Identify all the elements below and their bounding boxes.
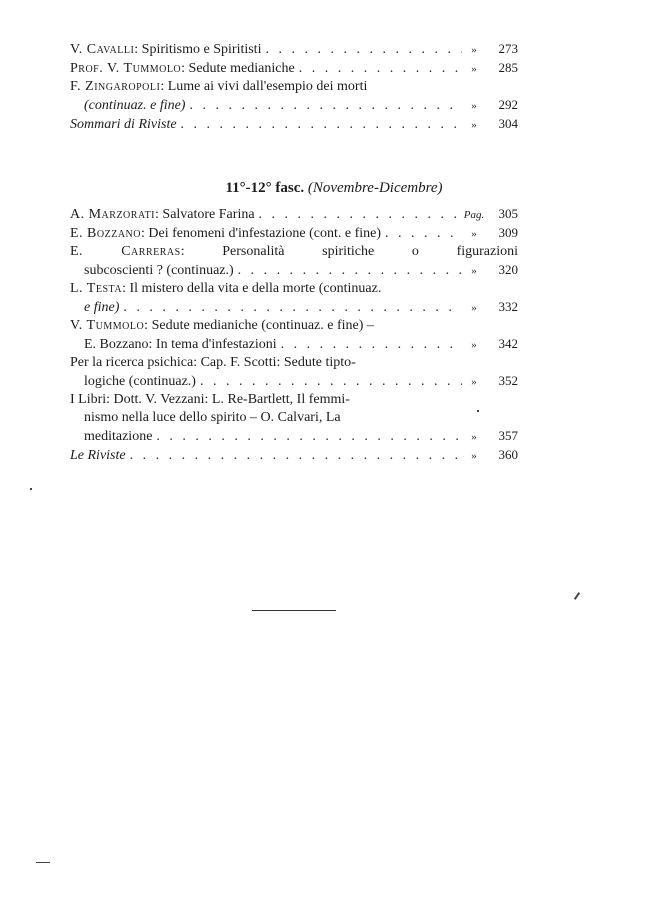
toc-entry-testa: L. Testa: Il mistero della vita e della morte (continuaz. e fine) . . . » 332 <box>70 280 518 317</box>
leader-dots <box>119 299 462 317</box>
leader-dots <box>196 373 462 391</box>
toc-title-continuation: (continuaz. e fine) <box>84 98 186 113</box>
ditto-mark: » <box>471 265 477 277</box>
toc-author: Prof. V. Tummolo <box>70 61 182 76</box>
ditto-mark: » <box>471 44 477 56</box>
ditto-mark: » <box>471 376 477 388</box>
leader-dots <box>277 336 462 354</box>
page-number: 309 <box>498 225 518 240</box>
toc-title: Sedute medianiche <box>188 61 295 76</box>
leader-dots <box>381 225 462 243</box>
fascicle-months: (Novembre-Dicembre) <box>307 180 443 196</box>
toc-entry-tummolo: Prof. V. Tummolo: Sedute medianiche . . . » 285 <box>70 59 518 78</box>
toc-entry-tummolo-bozzano: V. Tummolo: Sedute medianiche (continuaz. e fine) – E. Bozzano: In tema d'infestazioni . . . » 342 <box>70 317 518 354</box>
toc-author: E. Carreras <box>70 244 181 259</box>
page-number: 285 <box>498 60 518 75</box>
leader-dots <box>126 447 462 465</box>
toc-author: L. Testa <box>70 281 123 296</box>
page-number: 332 <box>498 299 518 314</box>
page-number: 305 <box>498 206 518 221</box>
toc-author: V. Tummolo <box>70 318 145 333</box>
leader-dots <box>261 41 462 59</box>
leader-dots <box>295 60 462 78</box>
scan-speck <box>30 488 32 490</box>
scan-speck <box>36 862 50 863</box>
page-number: 357 <box>498 428 518 443</box>
toc-entry-libri <box>70 391 518 446</box>
toc-title: Dei fenomeni d'infestazione (cont. e fine) <box>148 226 382 241</box>
ditto-mark: » <box>471 431 477 443</box>
ditto-mark: » <box>471 228 477 240</box>
page-number: 292 <box>498 97 518 112</box>
page-label: Pag. <box>463 209 485 221</box>
leader-dots <box>234 262 462 280</box>
page-number: 342 <box>498 336 518 351</box>
leader-dots <box>185 97 462 115</box>
ditto-mark: » <box>471 339 477 351</box>
toc-title: Il mistero della vita e della morte (continuaz. <box>129 281 382 296</box>
toc-title: Lume ai vivi dall'esempio dei morti <box>167 79 368 94</box>
toc-title: Spiritismo e Spiritisti <box>141 42 262 57</box>
toc-entry-zingaropoli: F. Zingaropoli: Lume ai vivi dall'esempio dei morti (continuaz. e fine) . . . » 292 <box>70 78 518 115</box>
leader-dots <box>255 206 462 224</box>
ditto-mark: » <box>471 119 477 131</box>
toc-section-november-december <box>70 205 518 465</box>
toc-entry-ricerca-psichica <box>70 354 518 391</box>
toc-author: A. Marzorati <box>70 207 156 222</box>
toc-entry-bozzano: E. Bozzano: Dei fenomeni d'infestazione (cont. e fine) . . . » 309 <box>70 224 518 243</box>
page-number: 304 <box>498 116 518 131</box>
toc-title-continuation: E. Bozzano: In tema d'infestazioni <box>84 337 277 352</box>
scan-speck <box>574 592 580 600</box>
toc-title: Le Riviste <box>70 448 126 463</box>
ditto-mark: » <box>471 450 477 462</box>
toc-title: Personalità spiritiche o figurazioni <box>222 244 518 259</box>
ditto-mark: » <box>471 100 477 112</box>
toc-entry-riviste <box>70 446 518 465</box>
page-number: 360 <box>498 447 518 462</box>
toc-title-continuation: e fine) <box>84 300 120 315</box>
toc-title-continuation: subcoscienti ? (continuaz.) <box>84 263 234 278</box>
fascicle-number: 11°-12° fasc. <box>225 180 305 196</box>
toc-entry-sommari <box>70 115 518 134</box>
toc-author: V. Cavalli <box>70 42 135 57</box>
toc-entry-marzorati: A. Marzorati: Salvatore Farina . . . Pag. 305 <box>70 205 518 224</box>
toc-title: Sedute medianiche (continuaz. e fine) – <box>151 318 374 333</box>
section-rule <box>252 610 336 611</box>
toc-author: F. Zingaropoli <box>70 79 161 94</box>
page-number: 273 <box>498 41 518 56</box>
page-number: 320 <box>498 262 518 277</box>
toc-entry-carreras: E. Carreras: Personalità spiritiche o figurazioni subcoscienti ? (continuaz.) . . . » 320 <box>70 243 518 280</box>
toc-section-previous <box>70 40 518 134</box>
toc-title-continuation: logiche (continuaz.) <box>84 374 196 389</box>
toc-author: E. Bozzano <box>70 226 141 241</box>
ditto-mark: » <box>471 63 477 75</box>
ditto-mark: » <box>471 302 477 314</box>
toc-title: Per la ricerca psichica: Cap. F. Scotti: Sedute tipto- <box>70 355 356 370</box>
toc-title: Salvatore Farina <box>162 207 255 222</box>
toc-title: I Libri: Dott. V. Vezzani: L. Re-Bartlett, Il femmi- <box>70 392 350 407</box>
leader-dots <box>152 428 462 446</box>
toc-title: Sommari di Riviste <box>70 117 177 132</box>
toc-title-continuation: meditazione <box>84 429 153 444</box>
toc-title-continuation: nismo nella luce dello spirito – O. Calvari, La <box>84 410 341 425</box>
toc-entry-cavalli: V. Cavalli: Spiritismo e Spiritisti . . . » 273 <box>70 40 518 59</box>
leader-dots <box>177 116 462 134</box>
fascicle-heading <box>0 180 668 197</box>
page-number: 352 <box>498 373 518 388</box>
scan-speck <box>477 410 479 412</box>
